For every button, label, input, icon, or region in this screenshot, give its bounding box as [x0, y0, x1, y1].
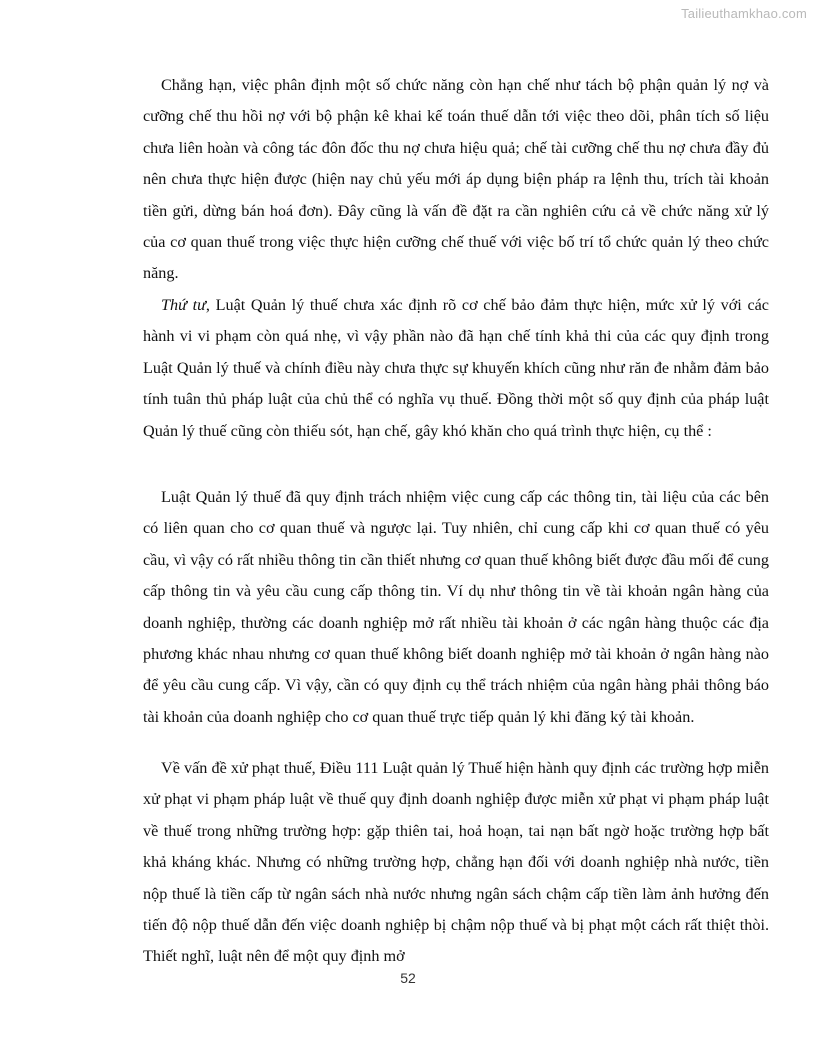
paragraph-2 — [143, 290, 769, 447]
paragraph-2-text: , Luật Quản lý thuế chưa xác định rõ cơ chế bảo đảm thực hiện, mức xử lý với các hành vi vi phạm còn quá nhẹ, vì vậy phần nào đã hạn chế tính khả thi của các quy định trong Luật Quản lý thuế và chính điều này chưa thực sự khuyến khích cũng như răn đe nhằm đảm bảo tính tuân thủ pháp luật của chủ thể có nghĩa vụ thuế. Đồng thời một số quy định của pháp luật Quản lý thuế cũng còn thiếu sót, hạn chế, gây khó khăn cho quá trình thực hiện, cụ thể : — [143, 296, 769, 440]
paragraph-1 — [143, 70, 769, 290]
watermark: Tailieuthamkhao.com — [681, 6, 807, 21]
paragraph-3-text: Luật Quản lý thuế đã quy định trách nhiệm việc cung cấp các thông tin, tài liệu của các bên có liên quan cho cơ quan thuế và ngược lại. Tuy nhiên, chỉ cung cấp khi cơ quan thuế có yêu cầu, vì vậy có rất nhiều thông tin cần thiết nhưng cơ quan thuế không biết được đầu mối để cung cấp thông tin và yêu cầu cung cấp thông tin. Ví dụ như thông tin về tài khoản ngân hàng của doanh nghiệp, thường các doanh nghiệp mở rất nhiều tài khoản ở các ngân hàng thuộc các địa phương khác nhau nhưng cơ quan thuế không biết doanh nghiệp mở tài khoản ở ngân hàng nào để yêu cầu cung cấp. Vì vậy, cần có quy định cụ thể trách nhiệm của ngân hàng phải thông báo tài khoản của doanh nghiệp cho cơ quan thuế trực tiếp quản lý khi đăng ký tài khoản. — [143, 488, 769, 726]
paragraph-2-lead: Thứ tư — [161, 296, 206, 314]
paragraph-4-text: Về vấn đề xử phạt thuế, Điều 111 Luật quản lý Thuế hiện hành quy định các trường hợp miễn xử phạt vi phạm pháp luật về thuế quy định doanh nghiệp được miễn xử phạt vi phạm pháp luật về thuế trong những trường hợp: gặp thiên tai, hoả hoạn, tai nạn bất ngờ hoặc trường hợp bất khả kháng khác. Nhưng có những trường hợp, chẳng hạn đối với doanh nghiệp nhà nước, tiền nộp thuế là tiền cấp từ ngân sách nhà nước nhưng ngân sách chậm cấp tiền làm ảnh hưởng đến tiến độ nộp thuế dẫn đến việc doanh nghiệp bị chậm nộp thuế và bị phạt một cách rất thiệt thòi. Thiết nghĩ, luật nên để một quy định mở — [143, 759, 769, 966]
paragraph-3 — [143, 482, 769, 733]
page-number: 52 — [400, 970, 416, 986]
paragraph-1-text: Chẳng hạn, việc phân định một số chức năng còn hạn chế như tách bộ phận quản lý nợ và cưỡng chế thu hồi nợ với bộ phận kê khai kế toán thuế dẫn tới việc theo dõi, phân tích số liệu chưa liên hoàn và công tác đôn đốc thu nợ chưa hiệu quả; chế tài cưỡng chế thu nợ chưa đầy đủ nên chưa thực hiện được (hiện nay chủ yếu mới áp dụng biện pháp ra lệnh thu, trích tài khoản tiền gửi, dừng bán hoá đơn). Đây cũng là vấn đề đặt ra cần nghiên cứu cả về chức năng xử lý của cơ quan thuế trong việc thực hiện cưỡng chế thuế với việc bố trí tổ chức quản lý theo chức năng. — [143, 76, 769, 283]
paragraph-4 — [143, 753, 769, 973]
